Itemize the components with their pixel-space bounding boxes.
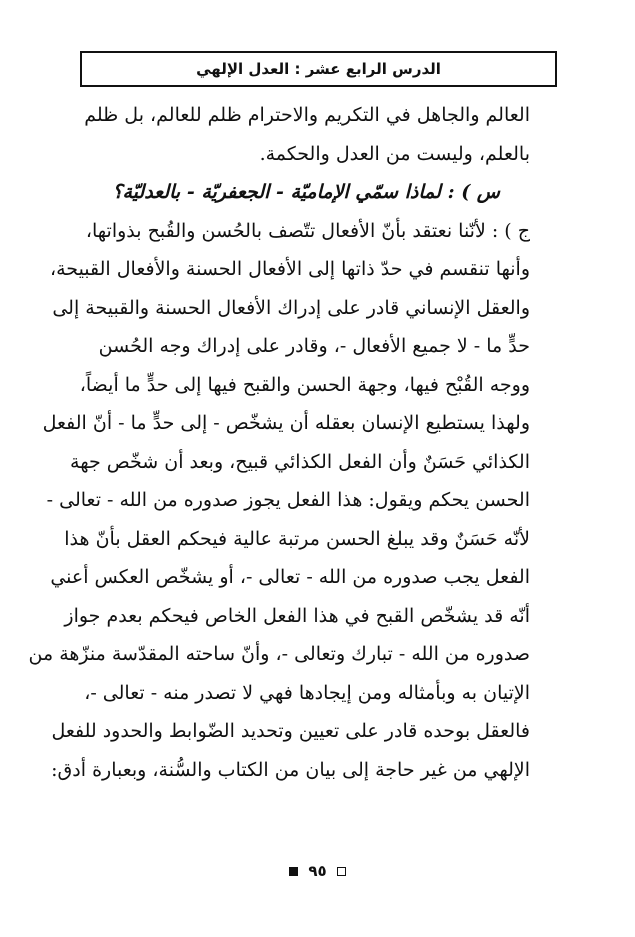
text-line: فالعقل بوحده قادر على تعيين وتحديد الضّوابط والحدود للفعل xyxy=(51,720,530,742)
body-text xyxy=(28,96,530,789)
text-line: ووجه القُبْح فيها، وجهة الحسن والقبح فيها إلى حدٍّ ما أيضاً، xyxy=(79,373,530,396)
text-line: ج ) : لأنّنا نعتقد بأنّ الأفعال تتّصف بالحُسن والقُبح بذواتها، xyxy=(85,219,530,242)
text-line: الإلهي من غير حاجة إلى بيان من الكتاب والسُّنة، وبعبارة أدق: xyxy=(51,758,530,781)
text-line: الحسن يحكم ويقول: هذا الفعل يجوز صدوره من الله - تعالى - xyxy=(46,489,530,511)
text-line: لأنّه حَسَنٌ وقد يبلغ الحسن مرتبة عالية فيحكم العقل بأنّ هذا xyxy=(64,527,530,550)
filled-square-icon xyxy=(289,867,298,876)
text-line: الكذائي حَسَنٌ وأن الفعل الكذائي قبيح، وبعد أن شخّص جهة xyxy=(70,450,530,473)
text-line: وأنها تنقسم في حدّ ذاتها إلى الأفعال الحسنة والأفعال القبيحة، xyxy=(49,258,530,280)
question-heading: س ) : لماذا سمّي الإماميّة - الجعفريّة - بالعدليّة؟ xyxy=(112,181,500,203)
text-line: والعقل الإنساني قادر على إدراك الأفعال الحسنة والقبيحة إلى xyxy=(52,296,530,319)
text-line: ولهذا يستطيع الإنسان بعقله أن يشخّص - إلى حدٍّ ما - أنّ الفعل xyxy=(42,412,530,434)
chapter-header xyxy=(80,51,557,87)
text-line: بالعلم، وليست من العدل والحكمة. xyxy=(259,142,530,165)
chapter-title: الدرس الرابع عشر : العدل الإلهي xyxy=(196,60,441,78)
text-line: الإتيان به وبأمثاله ومن إيجادها فهي لا تصدر منه - تعالى -، xyxy=(84,681,530,704)
page-number: ٩٥ xyxy=(308,862,327,880)
text-line: حدٍّ ما - لا جميع الأفعال -، وقادر على إدراك وجه الحُسن xyxy=(98,335,530,357)
page-footer xyxy=(0,862,635,880)
text-line: أنّه قد يشخّص القبح في هذا الفعل الخاص فيحكم بعدم جواز xyxy=(64,604,530,627)
text-line: الفعل يجب صدوره من الله - تعالى -، أو يشخّص العكس أعني xyxy=(50,566,530,588)
empty-square-icon xyxy=(337,867,346,876)
text-line: العالم والجاهل في التكريم والاحترام ظلم للعالم، بل ظلم xyxy=(84,104,530,126)
text-line: صدوره من الله - تبارك وتعالى -، وأنّ ساحته المقدّسة منزّهة من xyxy=(28,643,530,665)
